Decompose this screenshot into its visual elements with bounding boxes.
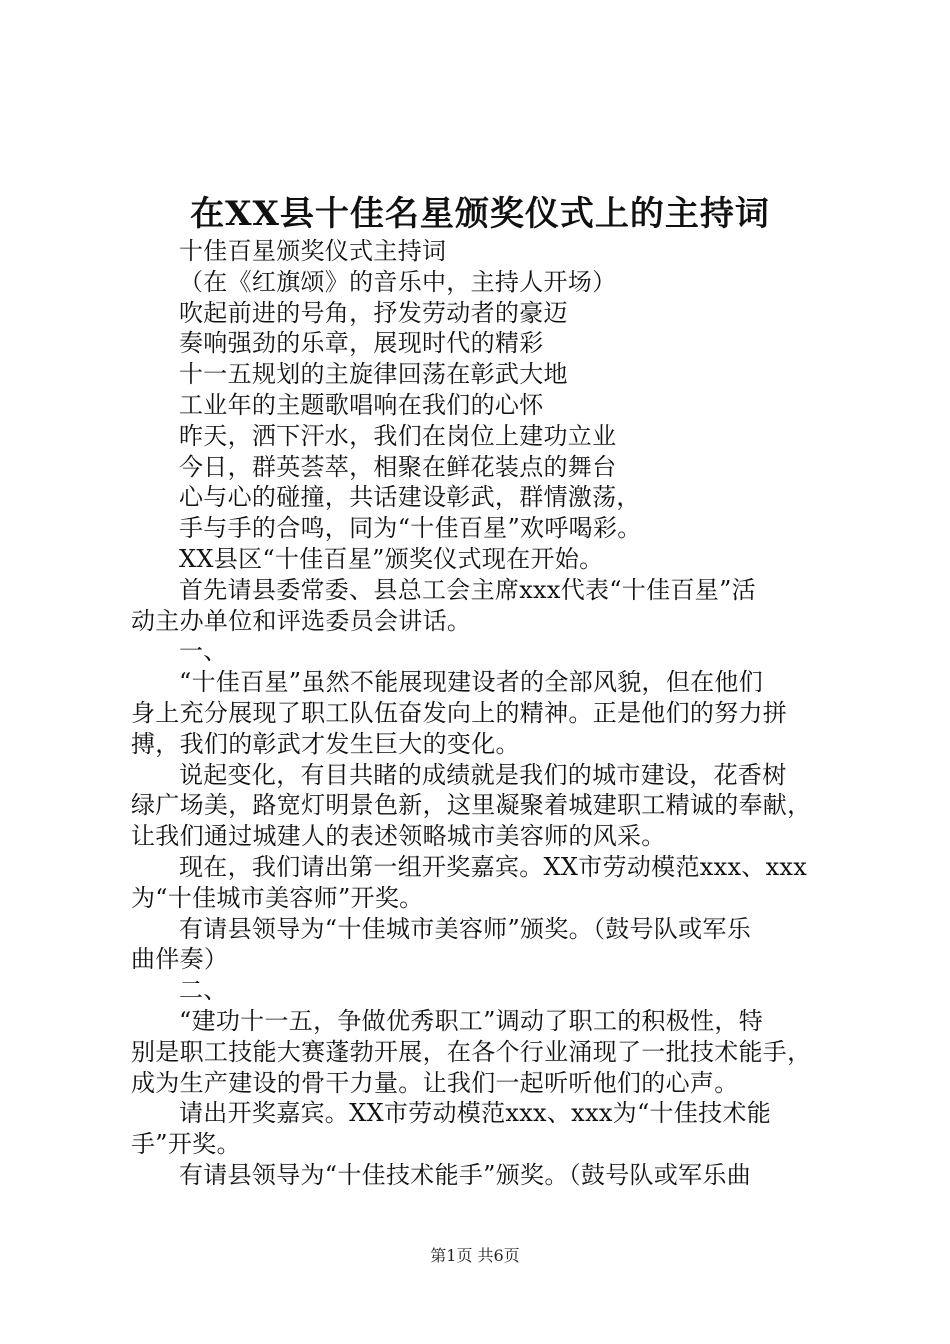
body-line: 有请县领导为“十佳技术能手”颁奖。（鼓号队或军乐曲 <box>179 1160 752 1189</box>
body-line: 心与心的碰撞，共话建设彰武，群情激荡， <box>179 483 641 512</box>
body-line: 请出开奖嘉宾。XX市劳动模范xxx、xxx为“十佳技术能 <box>179 1099 772 1128</box>
body-line: 现在，我们请出第一组开奖嘉宾。XX市劳动模范xxx、xxx <box>179 852 808 881</box>
body-line: 奏响强劲的乐章，展现时代的精彩 <box>179 329 544 358</box>
body-line: XX县区“十佳百星”颁奖仪式现在开始。 <box>179 544 604 573</box>
document-title: 在XX县十佳名星颁奖仪式上的主持词 <box>190 194 770 234</box>
section-heading: 一、 <box>179 637 228 666</box>
body-line: 今日，群英荟萃，相聚在鲜花装点的舞台 <box>179 452 617 481</box>
body-line: “建功十一五，争做优秀职工”调动了职工的积极性，特 <box>179 1006 764 1035</box>
body-line: 搏，我们的彰武才发生巨大的变化。 <box>131 729 520 758</box>
body-line: 有请县领导为“十佳城市美容师”颁奖。（鼓号队或军乐 <box>179 914 752 943</box>
section-heading: 二、 <box>179 976 228 1005</box>
body-line: 工业年的主题歌唱响在我们的心怀 <box>179 390 544 419</box>
body-line: 手”开奖。 <box>131 1130 241 1159</box>
body-line: 让我们通过城建人的表述领略城市美容师的风采。 <box>131 822 666 851</box>
body-line: 十佳百星颁奖仪式主持词 <box>179 237 447 265</box>
body-line: 十一五规划的主旋律回荡在彰武大地 <box>179 360 568 389</box>
body-line: 成为生产建设的骨干力量。让我们一起听听他们的心声。 <box>131 1068 739 1097</box>
body-line: 说起变化，有目共睹的成绩就是我们的城市建设，花香树 <box>179 760 787 789</box>
body-line: 身上充分展现了职工队伍奋发向上的精神。正是他们的努力拼 <box>131 698 788 727</box>
document-body <box>131 236 833 1191</box>
page-number-footer: 第1页 共6页 <box>430 1246 520 1265</box>
body-line: 手与手的合鸣，同为“十佳百星”欢呼喝彩。 <box>179 514 642 543</box>
body-line: 动主办单位和评选委员会讲话。 <box>131 606 472 635</box>
body-line: 首先请县委常委、县总工会主席xxx代表“十佳百星”活 <box>179 575 756 604</box>
body-line: 别是职工技能大赛蓬勃开展，在各个行业涌现了一批技术能手， <box>131 1037 812 1066</box>
body-line: “十佳百星”虽然不能展现建设者的全部风貌，但在他们 <box>179 668 764 697</box>
body-line: 吹起前进的号角，抒发劳动者的豪迈 <box>179 298 568 327</box>
body-line: 绿广场美，路宽灯明景色新，这里凝聚着城建职工精诚的奉献， <box>131 791 812 820</box>
body-line: 为“十佳城市美容师”开奖。 <box>131 883 424 912</box>
body-line: 昨天，洒下汗水，我们在岗位上建功立业 <box>179 421 617 450</box>
body-line: （在《红旗颂》的音乐中，主持人开场） <box>179 267 617 296</box>
body-line: 曲伴奏） <box>131 945 229 974</box>
